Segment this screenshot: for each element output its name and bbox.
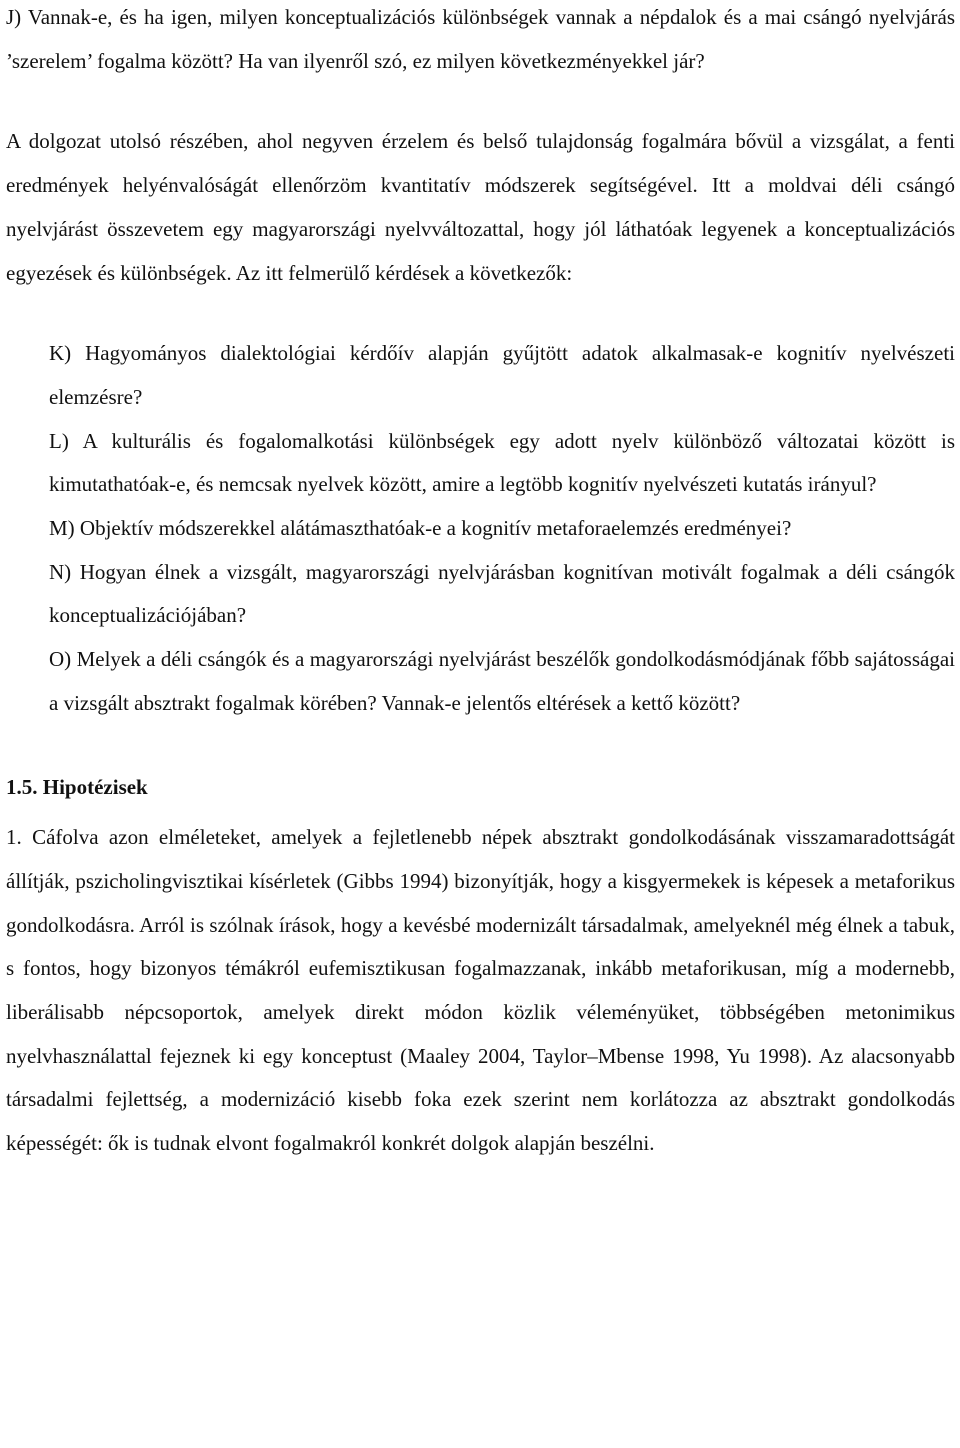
question-l: L) A kulturális és fogalomalkotási különbségek egy adott nyelv különböző változatai között is kimutathatóak-e, és nemcsak nyelvek között, amire a legtöbb kognitív nyelvészeti kutatás irányul? bbox=[49, 428, 955, 497]
question-k: K) Hagyományos dialektológiai kérdőív alapján gyűjtött adatok alkalmasak-e kognitív nyelvészeti elemzésre? bbox=[49, 341, 955, 409]
hypothesis-1: 1. Cáfolva azon elméleteket, amelyek a fejletlenebb népek absztrakt gondolkodásának visszamaradottságát állítják, pszicholingvisztikai kísérletek (Gibbs 1994) bizonyítják, hogy a kisgyermekek is képesek a metaforikus gondolkodásra. Arról is szólnak írások, hogy a kevésbé modernizált társadalmak, amelyeknél még élnek a tabuk, s fontos, hogy bizonyos témákról eufemisztikusan fogalmazzanak, inkább metaforikusan, míg a modernebb, liberálisabb népcsoportok, amelyek direkt módon közlik véleményüket, többségében metonimikus nyelvhasználattal fejeznek ki egy konceptust (Maaley 2004, Taylor–Mbense 1998, Yu 1998). Az alacsonyabb társadalmi fejlettség, a modernizáció kisebb foka ezek szerint nem korlátozza az absztrakt gondolkodás képességét: ők is tudnak elvont fogalmakról konkrét dolgok alapján beszélni. bbox=[6, 825, 955, 1156]
question-j: J) Vannak-e, és ha igen, milyen konceptualizációs különbségek vannak a népdalok és a mai csángó nyelvjárás ’szerelem’ fogalma között? Ha van ilyenről szó, ez milyen következményekkel jár? bbox=[6, 5, 955, 73]
question-n: N) Hogyan élnek a vizsgált, magyarországi nyelvjárásban kognitívan motivált fogalmak a déli csángók konceptualizációjában? bbox=[49, 559, 955, 628]
section-heading: 1.5. Hipotézisek bbox=[6, 774, 148, 799]
question-m: M) Objektív módszerekkel alátámaszthatóak-e a kognitív metaforaelemzés eredményei? bbox=[49, 516, 792, 541]
intro-paragraph: A dolgozat utolsó részében, ahol negyven érzelem és belső tulajdonság fogalmára bővül a vizsgálat, a fenti eredmények helyénvalóságát ellenőrzöm kvantitatív módszerek segítségével. Itt a moldvai déli csángó nyelvjárást összevetem egy magyarországi nyelvváltozattal, hogy jól láthatóak legyenek a konceptualizációs egyezések és különbségek. Az itt felmerülő kérdések a következők: bbox=[6, 129, 955, 285]
question-list bbox=[6, 332, 955, 725]
document-page bbox=[6, 0, 955, 1166]
question-o: O) Melyek a déli csángók és a magyarországi nyelvjárást beszélők gondolkodásmódjának főbb sajátosságai a vizsgált absztrakt fogalmak körében? Vannak-e jelentős eltérések a kettő között? bbox=[49, 647, 955, 715]
